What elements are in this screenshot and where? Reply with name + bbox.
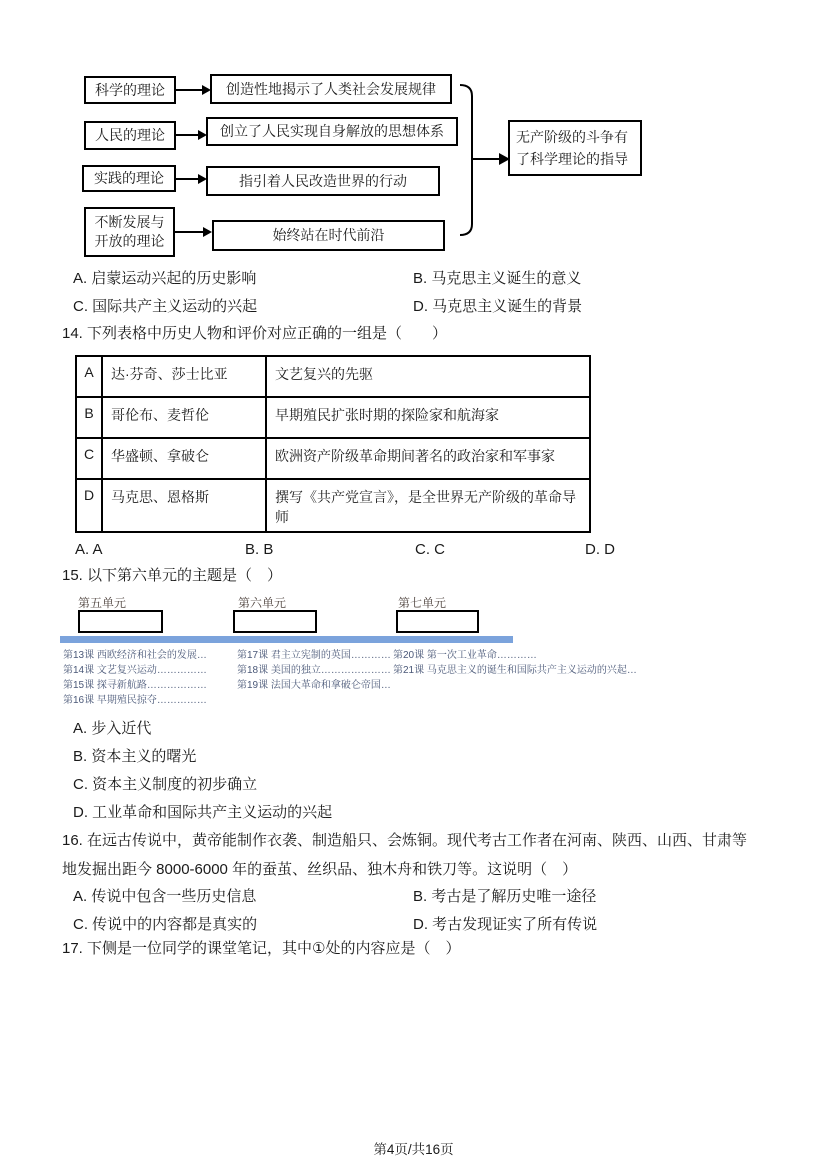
flowchart-right-box-4: 始终站在时代前沿 [212,220,445,251]
flowchart-left-box-2: 人民的理论 [84,121,176,150]
q15-option-a: A. 步入近代 [73,720,152,737]
q17-stem: 17. 下侧是一位同学的课堂笔记，其中①处的内容应是（ ） [62,940,461,957]
page-number-footer: 第4页/共16页 [373,1142,454,1157]
lesson-line-2 [63,663,637,678]
q16-option-d: D. 考古发现证实了所有传说 [413,916,598,933]
flowchart-left-box-1: 科学的理论 [84,76,176,104]
lesson-line-3 [63,678,393,693]
row-evaluation: 早期殖民扩张时期的探险家和航海家 [266,397,590,438]
q15-option-b: B. 资本主义的曙光 [73,748,197,765]
arrow-right-icon [175,231,203,233]
q14-option-d: D. D [585,541,615,558]
timeline-bar [60,636,513,643]
q13-option-b: B. 马克思主义诞生的意义 [413,270,582,287]
lesson-line-4 [63,693,393,708]
q15-option-c: C. 资本主义制度的初步确立 [73,776,258,793]
q13-option-a: A. 启蒙运动兴起的历史影响 [73,270,257,287]
flowchart-left-box-4: 不断发展与开放的理论 [84,207,175,257]
q14-option-c: C. C [415,541,445,558]
lesson-entry: 第13课 西欧经济和社会的发展… [63,650,207,661]
lesson-entry: 第21课 马克思主义的诞生和国际共产主义运动的兴起… [393,665,637,676]
q14-stem: 14. 下列表格中历史人物和评价对应正确的一组是（ ） [62,325,448,342]
q13-option-d: D. 马克思主义诞生的背景 [413,298,583,315]
lesson-entry [237,693,393,708]
arrow-right-icon [176,89,202,91]
q16-option-b: B. 考古是了解历史唯一途径 [413,888,597,905]
lesson-entry: 第18课 美国的独立………………… [237,665,391,676]
row-evaluation: 文艺复兴的先驱 [266,356,590,397]
flowchart-right-box-3: 指引着人民改造世界的行动 [206,166,440,196]
q16-stem [62,826,747,884]
q15-options [73,715,332,827]
flowchart-left-box-3: 实践的理论 [82,165,176,192]
q13-options [73,265,582,321]
row-people: 马克思、恩格斯 [102,479,266,532]
q14-table [75,355,591,533]
lesson-entry: 第20课 第一次工业革命………… [393,650,537,661]
table-row-b [76,397,590,438]
row-key: D [76,479,102,532]
q14-option-b: B. B [245,541,274,558]
row-key: A [76,356,102,397]
row-evaluation: 欧洲资产阶级革命期间著名的政治家和军事家 [266,438,590,479]
lesson-entry: 第16课 早期殖民掠夺…………… [63,695,207,706]
table-row-d [76,479,590,532]
row-evaluation: 撰写《共产党宣言》，是全世界无产阶级的革命导师 [266,479,590,532]
lesson-entry: 第14课 文艺复兴运动…………… [63,665,207,676]
q16-option-a: A. 传说中包含一些历史信息 [73,888,257,905]
unit-blank-box-7 [396,610,479,633]
q14-options [75,536,615,564]
row-key: C [76,438,102,479]
q15-stem: 15. 以下第六单元的主题是（ ） [62,567,283,584]
row-key: B [76,397,102,438]
lesson-entry: 第19课 法国大革命和拿破仑帝国… [237,680,391,691]
arrow-right-icon [176,178,198,180]
row-people: 达·芬奇、莎士比亚 [102,356,266,397]
q16-option-c: C. 传说中的内容都是真实的 [73,916,258,933]
flowchart-right-box-1: 创造性地揭示了人类社会发展规律 [210,74,452,104]
q15-unit-diagram [60,594,820,716]
row-people: 华盛顿、拿破仑 [102,438,266,479]
q13-flowchart [60,65,660,275]
brace-arrow-icon [455,75,515,245]
unit-blank-box-5 [78,610,163,633]
q14-option-a: A. A [75,541,103,558]
lesson-line-1 [63,648,537,663]
lesson-entry: 第15课 探寻新航路……………… [63,680,207,691]
table-row-a [76,356,590,397]
row-people: 哥伦布、麦哲伦 [102,397,266,438]
unit-label-5: 第五单元 [78,596,127,610]
lesson-entry: 第17课 君主立宪制的英国………… [237,650,391,661]
arrow-right-icon [176,134,198,136]
q16-stem-line-1: 16. 在远古传说中，黄帝能制作衣袭、制造船只、会炼铜。现代考古工作者在河南、陕西、山西、甘肃等 [62,832,748,849]
q13-option-c: C. 国际共产主义运动的兴起 [73,298,258,315]
flowchart-right-box-2: 创立了人民实现自身解放的思想体系 [206,117,458,146]
q16-stem-line-2: 地发掘出距今 8000-6000 年的蚕茧、丝织品、独木舟和铁刀等。这说明（ ） [62,861,578,878]
unit-blank-box-6 [233,610,317,633]
unit-label-6: 第六单元 [238,596,287,610]
q15-option-d: D. 工业革命和国际共产主义运动的兴起 [73,804,333,821]
unit-label-7: 第七单元 [398,596,447,610]
flowchart-result-box: 无产阶级的斗争有了科学理论的指导 [508,120,642,176]
q16-options [73,883,597,939]
table-row-c [76,438,590,479]
